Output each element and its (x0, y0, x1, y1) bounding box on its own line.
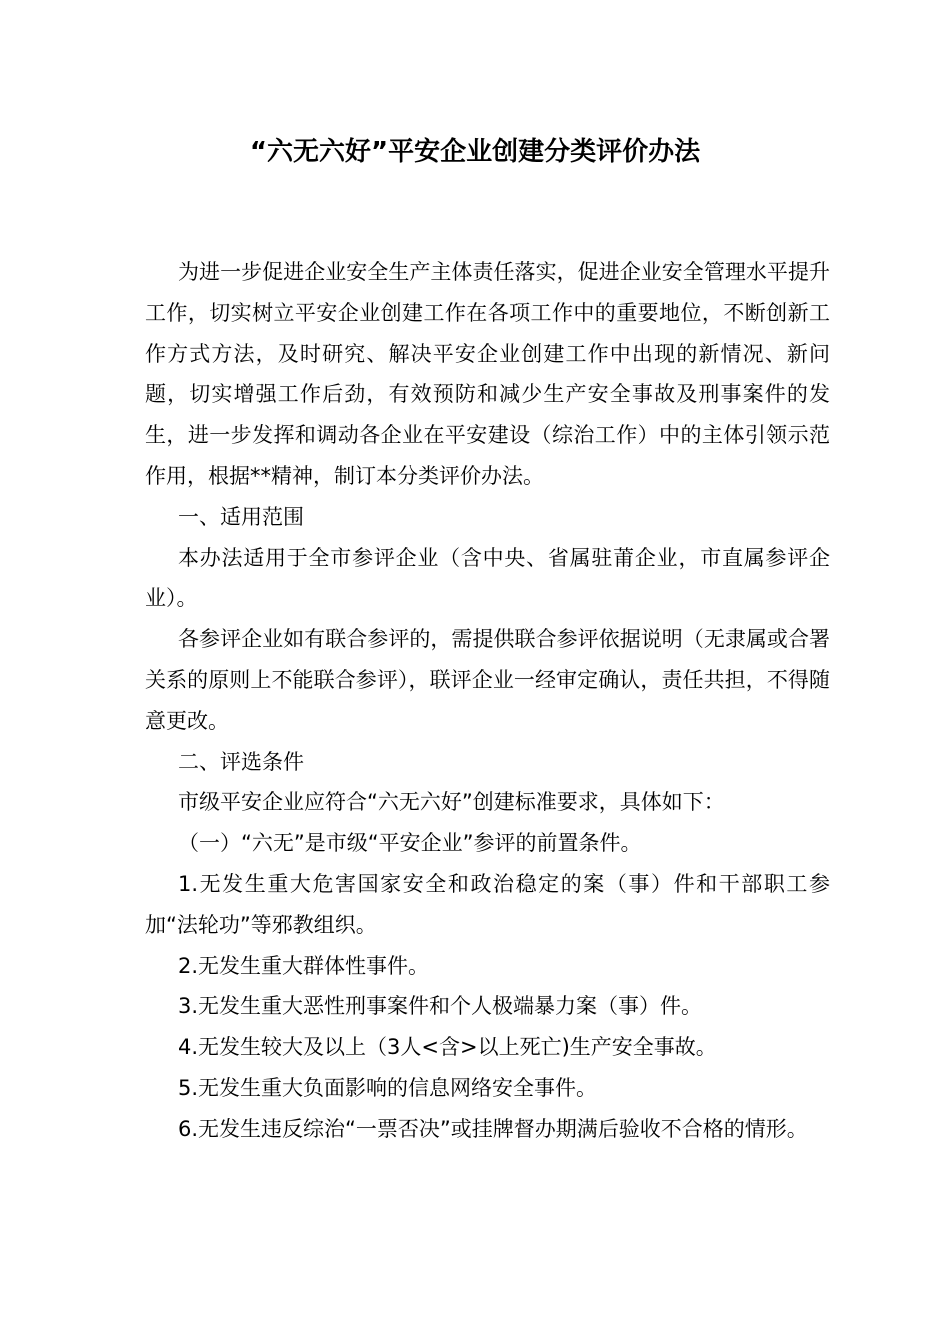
list-item: 1.无发生重大危害国家安全和政治稳定的案（事）件和干部职工参加“法轮功”等邪教组织。 (145, 871, 830, 937)
list-item: 5.无发生重大负面影响的信息网络安全事件。 (178, 1075, 598, 1100)
document-title: “六无六好”平安企业创建分类评价办法 (249, 137, 701, 167)
scope-paragraph: 本办法适用于全市参评企业（含中央、省属驻莆企业，市直属参评企业）。 (145, 545, 830, 611)
section-heading-criteria: 二、评选条件 (178, 749, 304, 774)
document-body (145, 252, 830, 1150)
intro-paragraph: 为进一步促进企业安全生产主体责任落实，促进企业安全管理水平提升工作，切实树立平安企业创建工作在各项工作中的重要地位，不断创新工作方式方法，及时研究、解决平安企业创建工作中出现的新情况、新问题，切实增强工作后劲，有效预防和减少生产安全事故及刑事案件的发生，进一步发挥和调动各企业在平安建设（综治工作）中的主体引领示范作用，根据**精神，制订本分类评价办法。 (145, 260, 830, 488)
list-item: 3.无发生重大恶性刑事案件和个人极端暴力案（事）件。 (178, 994, 703, 1019)
list-item: 4.无发生较大及以上（3人<含>以上死亡)生产安全事故。 (178, 1035, 717, 1060)
list-item: 6.无发生违反综治“一票否决”或挂牌督办期满后验收不合格的情形。 (178, 1116, 808, 1141)
criteria-intro-paragraph: 市级平安企业应符合“六无六好”创建标准要求，具体如下： (178, 790, 725, 815)
list-item: 2.无发生重大群体性事件。 (178, 953, 430, 978)
joint-evaluation-paragraph: 各参评企业如有联合参评的，需提供联合参评依据说明（无隶属或合署关系的原则上不能联合参评），联评企业一经审定确认，责任共担，不得随意更改。 (145, 627, 830, 733)
subsection-heading-six-nos: （一）“六无”是市级“平安企业”参评的前置条件。 (178, 831, 642, 856)
section-heading-scope: 一、适用范围 (178, 504, 304, 529)
